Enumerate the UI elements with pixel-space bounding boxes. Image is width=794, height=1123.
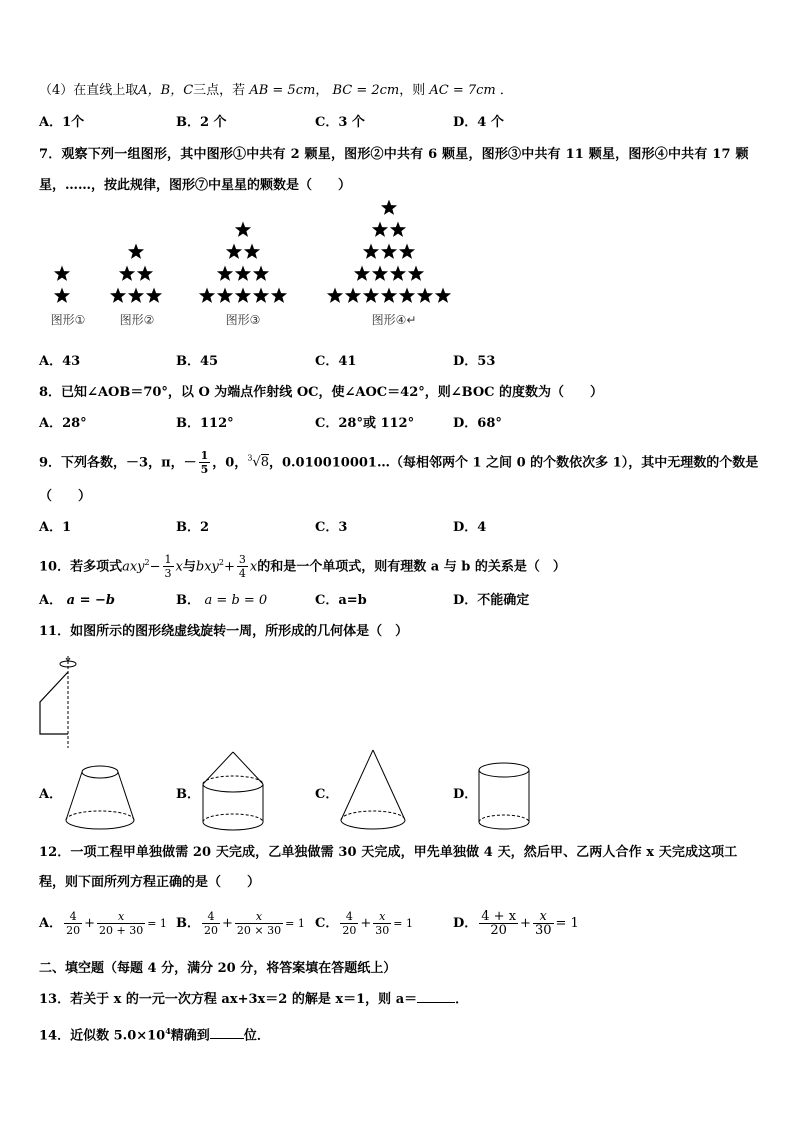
q10-var: x (249, 559, 258, 575)
q7-option-b[interactable]: B．45 (176, 354, 219, 369)
frac (373, 910, 391, 937)
frac-den: 4 (238, 567, 246, 581)
q9-line2: （ ） (39, 489, 92, 504)
q14-text: 精确到 (170, 1028, 210, 1044)
q7-star-figures (30, 200, 470, 335)
frac-den: 20 + 30 (99, 924, 144, 937)
q12-option-d[interactable]: D． $\frac{4 + x}{20}$ + $\frac{x}{30}$ = 1 (453, 909, 579, 938)
frac-num: x (97, 910, 145, 924)
q6-option-d[interactable]: D．4 个 (453, 115, 504, 130)
rhs: = 1 (147, 917, 167, 930)
frac-num: 3 (238, 553, 246, 567)
q11-option-b-label[interactable]: B． (176, 787, 200, 802)
star-icon (354, 266, 370, 281)
frac-den: 20 (66, 924, 81, 937)
q6-end: ． (499, 83, 513, 98)
q6-text: （4）在直线上取 (39, 83, 139, 98)
q7-option-d[interactable]: D．53 (453, 354, 496, 369)
q6-points: A，B，C (138, 83, 194, 98)
q10-term: bxy (195, 559, 219, 575)
frac (340, 910, 358, 937)
q13-text: ． (455, 992, 469, 1007)
q6-option-c[interactable]: C．3 个 (315, 115, 365, 130)
q10-option-a[interactable] (39, 592, 115, 610)
star-icon (435, 288, 451, 303)
star-icon (253, 288, 269, 303)
star-icon (253, 266, 269, 281)
q8-option-a[interactable]: A．28° (39, 416, 87, 431)
q8-option-c[interactable]: C．28°或 112° (315, 416, 415, 431)
q10-option-d[interactable]: D．不能确定 (453, 593, 530, 608)
frac-den: 30 (375, 924, 390, 937)
section-title-fill-in: 二、填空题（每题 4 分，满分 20 分，将答案填在答题纸上） (39, 961, 397, 976)
q14-exponent: 4 (165, 1026, 171, 1036)
q9-option-c[interactable]: C．3 (315, 520, 348, 535)
star-icon (372, 222, 388, 237)
q9-statement (39, 444, 758, 478)
q12-option-a[interactable]: A． $\frac{4}{20}$ + $\frac{x}{20 + 30}$ = 1 (39, 910, 167, 937)
frac-den: 20 (490, 923, 507, 938)
figure-caption-3: 图形③ (225, 313, 261, 327)
star-icon (363, 244, 379, 259)
star-icon (235, 222, 251, 237)
star-icon (235, 288, 251, 303)
frac-num: x (235, 910, 283, 924)
star-icon (381, 244, 397, 259)
q6-option-b[interactable]: B．2 个 (176, 115, 227, 130)
frac-den: 30 (534, 923, 552, 938)
q14-statement (39, 1022, 270, 1045)
star-icon (399, 288, 415, 303)
fraction-one-third (163, 553, 174, 580)
frac-num: 1 (164, 553, 172, 567)
frac-num: 4 (340, 910, 358, 924)
frustum-icon[interactable] (60, 762, 140, 834)
figure-caption-1: 图形① (50, 313, 86, 327)
option-label: A． (39, 593, 63, 608)
q13-text: 13．若关于 x 的一元一次方程 ax+3x＝2 的解是 x＝1，则 a＝ (39, 992, 418, 1007)
cube-root-8: $^3$√8 (247, 454, 269, 471)
star-icon (381, 200, 397, 215)
star-icon (417, 288, 433, 303)
cone-icon[interactable] (336, 746, 410, 836)
star-icon (372, 266, 388, 281)
frac-den: 20 (204, 924, 218, 937)
q13-statement (39, 990, 468, 1009)
q6-text: 三点，若 (193, 83, 246, 98)
q6-ac: AC = 7cm (429, 83, 496, 98)
star-icon (128, 244, 144, 259)
star-icon (137, 266, 153, 281)
star-icon (244, 244, 260, 259)
q9-text: 9．下列各数，－3，π，－ (39, 455, 197, 471)
star-icon (146, 288, 162, 303)
frac-den: 20 (342, 924, 357, 937)
option-label: D． (453, 916, 478, 931)
q13-answer-blank[interactable] (417, 990, 455, 1003)
star-icon (363, 288, 379, 303)
q7-line1: 7．观察下列一组图形，其中图形①中共有 2 颗星，图形②中共有 6 颗星，图形③中共有 11 颗星，图形④中共有 17 颗 (39, 147, 749, 162)
star-icon (119, 266, 135, 281)
q10-statement (39, 547, 566, 583)
rhs: = 1 (555, 916, 579, 931)
q10-exp: 2 (144, 558, 150, 567)
q7-line2: 星，……，按此规律，图形⑦中星星的颗数是（ ） (39, 178, 352, 193)
star-icon (345, 288, 361, 303)
option-value: a = −b (66, 593, 115, 608)
star-icon (390, 222, 406, 237)
frac-den: 20 × 30 (236, 924, 282, 937)
q8-option-d[interactable]: D．68° (453, 416, 502, 431)
star-icon (217, 266, 233, 281)
option-value: a = b = 0 (204, 593, 268, 608)
frac-num: 4 (64, 910, 82, 924)
frac-num: 1 (200, 449, 209, 463)
q11-option-a-label[interactable]: A． (39, 787, 63, 802)
star-icon (399, 244, 415, 259)
option-label: C． (315, 916, 339, 931)
q9-text: ，0.010010001…（每相邻两个 1 之间 0 的个数依次多 1），其中无理数的个数是 (268, 455, 759, 471)
q10-text: 的和是一个单项式，则有理数 a 与 b 的关系是（ ） (257, 559, 566, 575)
q6-statement-4: （4）在直线上取A，B，C三点，若 AB = 5cm， BC = 2cm，则 AC = 7cm ． (39, 83, 513, 98)
figure-caption-4: 图形④↵ (371, 313, 417, 327)
q12-option-c[interactable]: C． $\frac{4}{20}$ + $\frac{x}{30}$ = 1 (315, 910, 413, 937)
cylinder-icon[interactable] (474, 760, 534, 836)
star-icon (390, 266, 406, 281)
fraction-one-fifth (199, 449, 211, 476)
q14-text: 位． (243, 1028, 270, 1044)
q11-statement: 11．如图所示的图形绕虚线旋转一周，所形成的几何体是（ ） (39, 624, 409, 639)
q10-text: 与 (182, 559, 196, 575)
figure-caption-2: 图形② (119, 313, 155, 327)
star-icon (381, 288, 397, 303)
rhs: = 1 (393, 917, 413, 930)
q10-text: 10．若多项式 (39, 559, 123, 575)
q6-option-a[interactable]: A．1个 (39, 115, 85, 130)
q7-option-a[interactable]: A．43 (39, 354, 81, 369)
q11-option-c-label[interactable]: C． (315, 787, 339, 802)
frac (97, 910, 145, 937)
frac (533, 910, 554, 937)
frac-num: x (373, 910, 391, 924)
frac (64, 910, 82, 937)
root-arg: 8 (260, 455, 269, 471)
star-icon (235, 266, 251, 281)
star-icon (199, 288, 215, 303)
q10-option-c[interactable]: C．a=b (315, 593, 367, 608)
q12-option-b[interactable]: B． $\frac{4}{20}$ + $\frac{x}{20 \times 30}$ = 1 (176, 910, 305, 937)
q10-term: axy (122, 559, 145, 575)
star-icon (408, 266, 424, 281)
q9-option-d[interactable]: D．4 (453, 520, 487, 535)
frac-num: 4 (202, 910, 220, 924)
q10-exp: 2 (218, 558, 224, 567)
q9-text: ，0， (212, 455, 248, 471)
frac-den: 5 (200, 463, 209, 477)
q9-option-b[interactable]: B．2 (176, 520, 210, 535)
star-icon (226, 244, 242, 259)
frac-num: 4 + x (481, 909, 517, 924)
cone-on-cylinder-icon[interactable] (197, 748, 269, 836)
frac-den: 3 (164, 567, 172, 581)
frac (479, 910, 518, 937)
rhs: = 1 (285, 917, 305, 930)
q10-op: + (223, 559, 235, 575)
root-index: 3 (247, 454, 253, 463)
star-icon (54, 288, 70, 303)
q10-var: x (175, 559, 183, 575)
q14-text: 14．近似数 5.0×10 (39, 1028, 166, 1044)
q12-line1: 12．一项工程甲单独做需 20 天完成，乙单独做需 30 天完成，甲先单独做 4 天，然后甲、乙两人合作 x 天完成这项工 (39, 845, 738, 860)
q12-line2: 程，则下面所列方程正确的是（ ） (39, 875, 261, 890)
q6-text: ，则 (399, 83, 426, 98)
q8-statement: 8．已知∠AOB＝70°，以 O 为端点作射线 OC，使∠AOC＝42°，则∠BOC 的度数为（ ） (39, 385, 604, 400)
q9-option-a[interactable]: A．1 (39, 520, 72, 535)
q6-bc: BC = 2cm (332, 83, 400, 98)
option-label: B． (176, 593, 200, 608)
star-icon (271, 288, 287, 303)
option-label: B． (176, 916, 200, 931)
frac-num: x (533, 910, 554, 924)
q6-ab: AB = 5cm (249, 83, 316, 98)
q8-option-b[interactable]: B．112° (176, 416, 234, 431)
star-icon (327, 288, 343, 303)
star-icon (217, 288, 233, 303)
fraction-three-fourths (237, 553, 248, 580)
star-icon (54, 266, 70, 281)
option-label: A． (39, 916, 63, 931)
q10-op: − (149, 559, 161, 575)
star-icon (128, 288, 144, 303)
q7-option-c[interactable]: C．41 (315, 354, 357, 369)
q14-answer-blank[interactable] (210, 1026, 244, 1039)
frac (202, 910, 220, 937)
q11-option-d-label[interactable]: D． (453, 787, 478, 802)
star-icon (110, 288, 126, 303)
q10-option-b[interactable] (176, 592, 267, 610)
frac (235, 910, 283, 937)
q11-rotation-figure (34, 652, 84, 752)
